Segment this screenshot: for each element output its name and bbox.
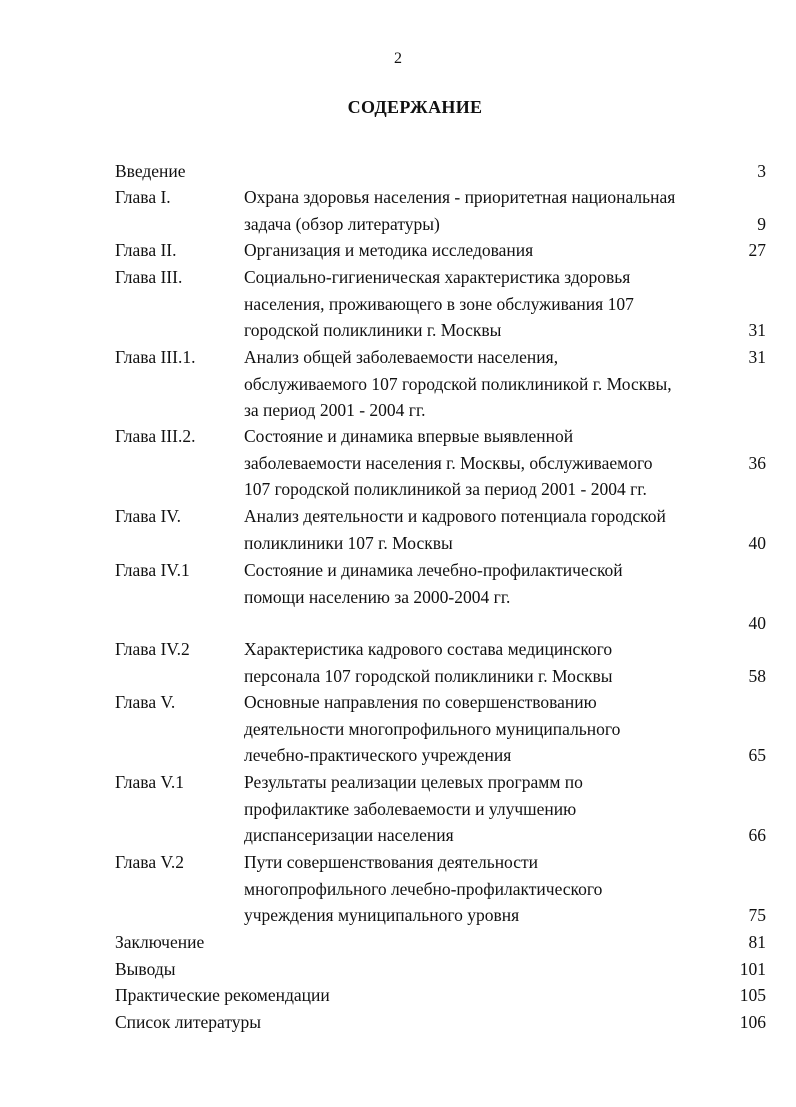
toc-entry-page: 65 bbox=[748, 745, 766, 765]
toc-entry-line: профилактике заболеваемости и улучшению bbox=[244, 798, 577, 819]
toc-entry-page: 106 bbox=[739, 1012, 766, 1032]
toc-entry-text bbox=[244, 557, 724, 610]
toc-entry-line: лечебно-практического учреждения bbox=[244, 745, 512, 766]
toc-entry-line: Состояние и динамика лечебно-профилактической bbox=[244, 560, 623, 580]
toc-entry-label: Глава III.2. bbox=[115, 426, 196, 446]
toc-entry-label: Глава IV.1 bbox=[115, 560, 190, 580]
toc-entry-label: Введение bbox=[115, 161, 186, 181]
toc-entry-line: Охрана здоровья населения - приоритетная национальная bbox=[244, 187, 676, 207]
page-number: 2 bbox=[394, 50, 402, 67]
toc-entry-line: Пути совершенствования деятельности bbox=[244, 852, 539, 872]
toc-entry-label: Глава V.1 bbox=[115, 772, 184, 792]
toc-entry-line: заболеваемости населения г. Москвы, обслуживаемого bbox=[244, 452, 653, 473]
toc-entry-label: Выводы bbox=[115, 959, 176, 979]
toc-entry-text bbox=[244, 264, 724, 344]
toc-entry-line: Характеристика кадрового состава медицинского bbox=[244, 639, 613, 659]
toc-entry-line: Анализ общей заболеваемости населения, bbox=[244, 347, 559, 367]
toc-entry-text bbox=[244, 769, 724, 849]
toc-entry-line: Состояние и динамика впервые выявленной bbox=[244, 426, 574, 446]
toc-entry-page: 105 bbox=[739, 985, 766, 1005]
toc-entry-text bbox=[244, 849, 724, 929]
page-title: СОДЕРЖАНИЕ bbox=[347, 97, 483, 117]
toc-entry-line: Социально-гигиеническая характеристика здоровья bbox=[244, 267, 631, 287]
toc-entry-label: Список литературы bbox=[115, 1012, 262, 1032]
toc-entry-text bbox=[244, 503, 724, 556]
toc-entry-text bbox=[244, 184, 724, 237]
toc-entry-text bbox=[244, 344, 724, 424]
toc-entry-line: задача (обзор литературы) bbox=[244, 213, 440, 234]
toc-entry-line: Основные направления по совершенствованию bbox=[244, 692, 597, 712]
toc-entry-page: 75 bbox=[748, 905, 766, 925]
toc-entry-line: учреждения муниципального уровня bbox=[244, 905, 520, 926]
toc-entry-page: 3 bbox=[757, 161, 766, 181]
toc-entry-label: Глава III. bbox=[115, 267, 183, 287]
toc-entry-label: Глава I. bbox=[115, 187, 171, 207]
toc-entry-line: поликлиники 107 г. Москвы bbox=[244, 532, 453, 553]
toc-entry-text bbox=[244, 636, 724, 689]
toc-entry-page: 58 bbox=[748, 666, 766, 686]
toc-entry-line: 107 городской поликлиникой за период 2001 - 2004 гг. bbox=[244, 479, 647, 500]
toc-entry-line: деятельности многопрофильного муниципального bbox=[244, 718, 621, 739]
toc-entry-label: Глава V. bbox=[115, 692, 176, 712]
toc-entry-line: диспансеризации населения bbox=[244, 825, 454, 846]
toc-entry-page: 9 bbox=[757, 214, 766, 234]
toc-entry-line: Результаты реализации целевых программ по bbox=[244, 772, 583, 792]
toc-entry-text bbox=[244, 423, 724, 503]
toc-entry-text bbox=[244, 689, 724, 769]
toc-entry-label: Глава IV. bbox=[115, 506, 182, 526]
toc-entry-text bbox=[244, 237, 724, 264]
toc-entry-line: Организация и методика исследования bbox=[244, 240, 534, 260]
toc-entry-page: 81 bbox=[748, 932, 766, 952]
toc-entry-label: Практические рекомендации bbox=[115, 985, 330, 1005]
toc-entry-page: 101 bbox=[739, 959, 766, 979]
toc-entry-label: Глава V.2 bbox=[115, 852, 184, 872]
toc-entry-line: помощи населению за 2000-2004 гг. bbox=[244, 586, 511, 607]
toc-entry-page: 40 bbox=[748, 533, 766, 553]
toc-entry-label: Заключение bbox=[115, 932, 205, 952]
toc-entry-line: Анализ деятельности и кадрового потенциала городской bbox=[244, 506, 666, 526]
toc-entry-page: 27 bbox=[748, 240, 766, 260]
toc-entry-line: городской поликлиники г. Москвы bbox=[244, 320, 502, 341]
toc-entry-line: за период 2001 - 2004 гг. bbox=[244, 400, 426, 421]
toc-entry-line: персонала 107 городской поликлиники г. Москвы bbox=[244, 665, 613, 686]
toc-entry-label: Глава II. bbox=[115, 240, 177, 260]
toc-entry-page: 31 bbox=[748, 320, 766, 340]
toc-entry-page: 36 bbox=[748, 453, 766, 473]
toc-entry-page: 31 bbox=[748, 347, 766, 367]
toc-entry-line: многопрофильного лечебно-профилактического bbox=[244, 878, 603, 899]
toc-entry-label: Глава IV.2 bbox=[115, 639, 190, 659]
toc-entry-label: Глава III.1. bbox=[115, 347, 196, 367]
toc-entry-line: обслуживаемого 107 городской поликлиникой г. Москвы, bbox=[244, 373, 672, 394]
toc-entry-line: населения, проживающего в зоне обслуживания 107 bbox=[244, 293, 634, 314]
toc-entry-page: 40 bbox=[748, 613, 766, 633]
toc-entry-page: 66 bbox=[748, 825, 766, 845]
